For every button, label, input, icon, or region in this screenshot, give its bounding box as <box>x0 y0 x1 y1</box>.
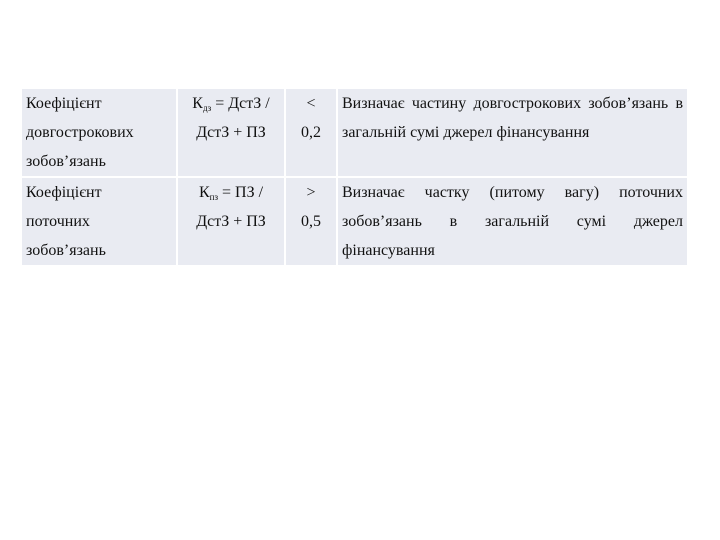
ratio-name-line: Коефіцієнт <box>26 95 102 112</box>
formula-line <box>182 178 280 207</box>
ratio-name-line: зобов’язань <box>26 242 106 259</box>
ratio-name-line: довгострокових <box>26 124 134 141</box>
formula-line-2: ДстЗ + ПЗ <box>196 124 266 141</box>
ratio-name-line: зобов’язань <box>26 153 106 170</box>
ratio-name-cell <box>22 89 176 176</box>
description-text: Визначає частку (питому вагу) поточних зобов’язань в загальній сумі джерел фінансування <box>342 184 683 259</box>
norm-sign: < <box>306 95 316 112</box>
formula-symbol: К <box>192 95 203 112</box>
formula-subscript: пз <box>209 192 218 202</box>
description-cell <box>338 89 687 176</box>
description-cell <box>338 178 687 265</box>
formula-symbol: К <box>198 184 210 201</box>
table-row <box>22 89 687 176</box>
ratio-name-cell <box>22 178 176 265</box>
norm-cell <box>286 178 336 265</box>
norm-value: 0,5 <box>301 213 321 230</box>
description-text: Визначає частину довгострокових зобов’язань в загальній сумі джерел фінансування <box>342 95 683 141</box>
document-page <box>20 87 689 267</box>
norm-sign: > <box>306 184 316 201</box>
formula-cell <box>178 89 284 176</box>
ratio-name-line: Коефіцієнт <box>26 184 102 201</box>
formula-subscript: дз <box>202 103 212 113</box>
table-row <box>22 178 687 265</box>
formula-line <box>182 89 280 118</box>
formula-expression: = ДстЗ / <box>211 95 270 112</box>
norm-cell <box>286 89 336 176</box>
formula-expression: = ПЗ / <box>218 184 264 201</box>
ratio-name-line: поточних <box>26 213 90 230</box>
ratios-table <box>20 87 689 267</box>
norm-value: 0,2 <box>301 124 321 141</box>
formula-line-2: ДстЗ + ПЗ <box>196 213 266 230</box>
formula-cell <box>178 178 284 265</box>
